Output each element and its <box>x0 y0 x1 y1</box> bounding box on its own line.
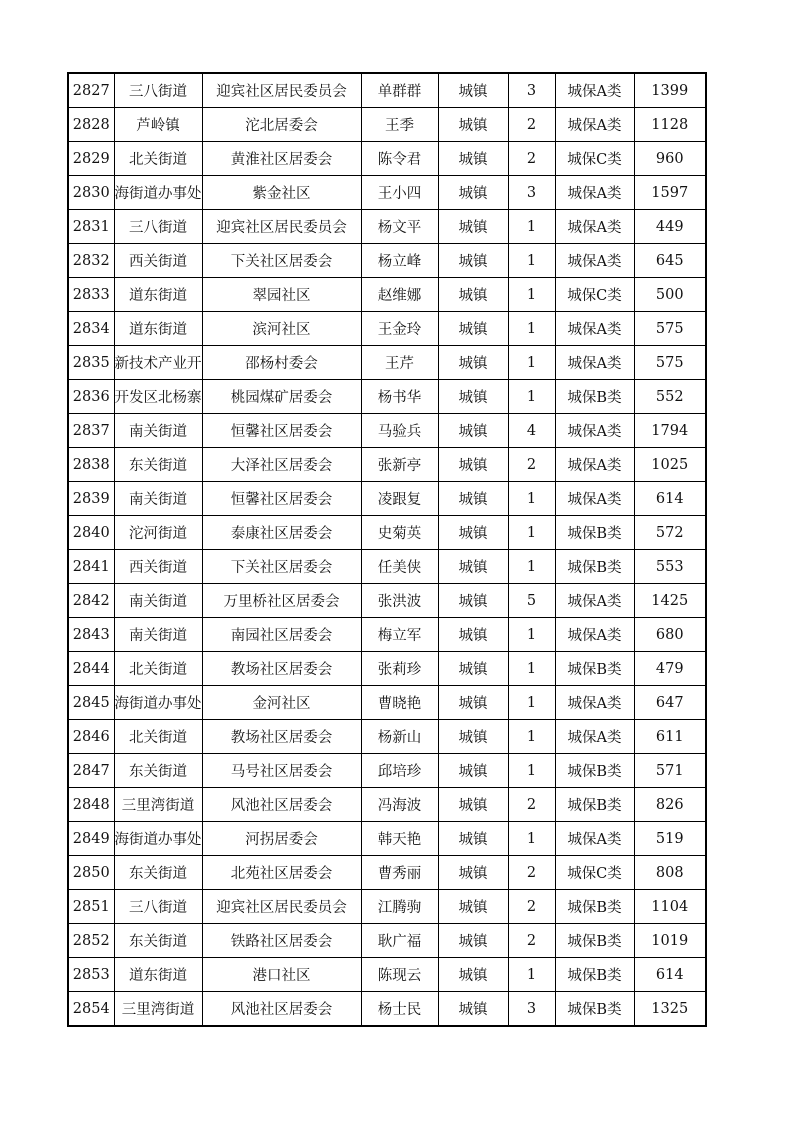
street-text: 南关街道 <box>129 594 187 610</box>
table-row <box>68 652 706 686</box>
cell-persons: 2 <box>508 142 555 176</box>
cell-index: 2830 <box>68 176 114 210</box>
cell-name: 陈令君 <box>361 142 438 176</box>
street-text: 芦岭镇 <box>136 118 180 134</box>
table-row <box>68 73 706 108</box>
cell-category: 城保A类 <box>555 822 634 856</box>
cell-amount: 1425 <box>634 584 706 618</box>
table-row <box>68 958 706 992</box>
cell-household-type: 城镇 <box>438 652 508 686</box>
cell-name: 王小四 <box>361 176 438 210</box>
street-text: 开发区北杨寨 <box>114 390 202 406</box>
cell-community: 滨河社区 <box>202 312 361 346</box>
cell-name: 邱培珍 <box>361 754 438 788</box>
cell-index: 2827 <box>68 73 114 108</box>
cell-household-type: 城镇 <box>438 992 508 1027</box>
cell-community: 港口社区 <box>202 958 361 992</box>
cell-persons: 2 <box>508 448 555 482</box>
table-row <box>68 992 706 1027</box>
cell-household-type: 城镇 <box>438 278 508 312</box>
cell-index: 2832 <box>68 244 114 278</box>
table-row <box>68 584 706 618</box>
cell-street <box>114 618 202 652</box>
cell-amount: 1019 <box>634 924 706 958</box>
cell-amount: 449 <box>634 210 706 244</box>
cell-name: 凌跟复 <box>361 482 438 516</box>
cell-amount: 575 <box>634 312 706 346</box>
cell-amount: 808 <box>634 856 706 890</box>
table-row <box>68 108 706 142</box>
cell-amount: 1325 <box>634 992 706 1027</box>
cell-street <box>114 924 202 958</box>
cell-household-type: 城镇 <box>438 244 508 278</box>
cell-index: 2854 <box>68 992 114 1027</box>
cell-name: 王金玲 <box>361 312 438 346</box>
cell-community: 紫金社区 <box>202 176 361 210</box>
cell-street <box>114 890 202 924</box>
cell-household-type: 城镇 <box>438 210 508 244</box>
cell-index: 2848 <box>68 788 114 822</box>
cell-household-type: 城镇 <box>438 448 508 482</box>
cell-category: 城保A类 <box>555 210 634 244</box>
cell-amount: 1597 <box>634 176 706 210</box>
cell-household-type: 城镇 <box>438 618 508 652</box>
cell-community: 万里桥社区居委会 <box>202 584 361 618</box>
table-row <box>68 210 706 244</box>
cell-name: 张新亭 <box>361 448 438 482</box>
cell-amount: 519 <box>634 822 706 856</box>
cell-street <box>114 992 202 1027</box>
cell-amount: 1399 <box>634 73 706 108</box>
cell-index: 2842 <box>68 584 114 618</box>
cell-name: 任美侠 <box>361 550 438 584</box>
street-text: 东关街道 <box>129 934 187 950</box>
cell-persons: 1 <box>508 652 555 686</box>
cell-persons: 1 <box>508 482 555 516</box>
cell-amount: 680 <box>634 618 706 652</box>
cell-index: 2829 <box>68 142 114 176</box>
cell-community: 沱北居委会 <box>202 108 361 142</box>
cell-index: 2836 <box>68 380 114 414</box>
street-text: 道东街道 <box>129 322 187 338</box>
cell-amount: 614 <box>634 958 706 992</box>
cell-persons: 1 <box>508 550 555 584</box>
cell-index: 2834 <box>68 312 114 346</box>
cell-name: 王芹 <box>361 346 438 380</box>
cell-amount: 571 <box>634 754 706 788</box>
cell-street <box>114 482 202 516</box>
table-row <box>68 516 706 550</box>
table-row <box>68 482 706 516</box>
cell-community: 教场社区居委会 <box>202 720 361 754</box>
cell-persons: 1 <box>508 516 555 550</box>
table-row <box>68 856 706 890</box>
cell-street <box>114 380 202 414</box>
cell-community: 桃园煤矿居委会 <box>202 380 361 414</box>
cell-index: 2833 <box>68 278 114 312</box>
cell-category: 城保B类 <box>555 788 634 822</box>
cell-amount: 1794 <box>634 414 706 448</box>
cell-category: 城保A类 <box>555 414 634 448</box>
cell-category: 城保B类 <box>555 516 634 550</box>
table-row <box>68 278 706 312</box>
cell-street <box>114 958 202 992</box>
cell-category: 城保C类 <box>555 142 634 176</box>
cell-amount: 500 <box>634 278 706 312</box>
cell-community: 下关社区居委会 <box>202 550 361 584</box>
street-text: 三八街道 <box>129 84 187 100</box>
cell-household-type: 城镇 <box>438 346 508 380</box>
cell-persons: 2 <box>508 924 555 958</box>
cell-name: 赵维娜 <box>361 278 438 312</box>
table-row <box>68 686 706 720</box>
table-row <box>68 754 706 788</box>
cell-category: 城保B类 <box>555 652 634 686</box>
cell-community: 大泽社区居委会 <box>202 448 361 482</box>
cell-index: 2849 <box>68 822 114 856</box>
cell-index: 2835 <box>68 346 114 380</box>
cell-street <box>114 73 202 108</box>
cell-category: 城保C类 <box>555 278 634 312</box>
table-row <box>68 414 706 448</box>
cell-persons: 3 <box>508 176 555 210</box>
street-text: 海街道办事处 <box>114 832 202 848</box>
cell-index: 2843 <box>68 618 114 652</box>
cell-street <box>114 142 202 176</box>
cell-household-type: 城镇 <box>438 890 508 924</box>
cell-index: 2851 <box>68 890 114 924</box>
table-row <box>68 346 706 380</box>
cell-persons: 2 <box>508 890 555 924</box>
cell-category: 城保C类 <box>555 856 634 890</box>
cell-category: 城保A类 <box>555 244 634 278</box>
cell-index: 2853 <box>68 958 114 992</box>
cell-name: 马验兵 <box>361 414 438 448</box>
table-row <box>68 618 706 652</box>
cell-category: 城保B类 <box>555 924 634 958</box>
cell-name: 单群群 <box>361 73 438 108</box>
cell-category: 城保A类 <box>555 618 634 652</box>
cell-street <box>114 346 202 380</box>
cell-amount: 647 <box>634 686 706 720</box>
cell-street <box>114 720 202 754</box>
cell-community: 南园社区居委会 <box>202 618 361 652</box>
cell-name: 杨文平 <box>361 210 438 244</box>
street-text: 南关街道 <box>129 492 187 508</box>
table-row <box>68 244 706 278</box>
cell-index: 2844 <box>68 652 114 686</box>
cell-community: 风池社区居委会 <box>202 992 361 1027</box>
cell-category: 城保A类 <box>555 73 634 108</box>
cell-name: 冯海波 <box>361 788 438 822</box>
cell-category: 城保A类 <box>555 346 634 380</box>
cell-community: 迎宾社区居民委员会 <box>202 73 361 108</box>
table-row <box>68 176 706 210</box>
cell-amount: 614 <box>634 482 706 516</box>
cell-category: 城保A类 <box>555 584 634 618</box>
cell-persons: 1 <box>508 618 555 652</box>
cell-street <box>114 584 202 618</box>
street-text: 西关街道 <box>129 560 187 576</box>
cell-persons: 1 <box>508 958 555 992</box>
cell-persons: 1 <box>508 312 555 346</box>
cell-name: 耿广福 <box>361 924 438 958</box>
cell-name: 张莉珍 <box>361 652 438 686</box>
street-text: 三八街道 <box>129 220 187 236</box>
street-text: 南关街道 <box>129 424 187 440</box>
street-text: 道东街道 <box>129 288 187 304</box>
cell-category: 城保B类 <box>555 380 634 414</box>
cell-household-type: 城镇 <box>438 924 508 958</box>
cell-household-type: 城镇 <box>438 584 508 618</box>
cell-community: 恒馨社区居委会 <box>202 414 361 448</box>
cell-category: 城保B类 <box>555 754 634 788</box>
cell-household-type: 城镇 <box>438 822 508 856</box>
cell-category: 城保A类 <box>555 482 634 516</box>
cell-persons: 5 <box>508 584 555 618</box>
cell-household-type: 城镇 <box>438 142 508 176</box>
cell-amount: 1025 <box>634 448 706 482</box>
table-row <box>68 822 706 856</box>
cell-household-type: 城镇 <box>438 73 508 108</box>
cell-community: 迎宾社区居民委员会 <box>202 210 361 244</box>
cell-name: 韩天艳 <box>361 822 438 856</box>
cell-persons: 1 <box>508 244 555 278</box>
cell-persons: 4 <box>508 414 555 448</box>
cell-category: 城保B类 <box>555 958 634 992</box>
table-row <box>68 448 706 482</box>
table-row <box>68 720 706 754</box>
street-text: 东关街道 <box>129 764 187 780</box>
table-row <box>68 788 706 822</box>
cell-community: 北苑社区居委会 <box>202 856 361 890</box>
street-text: 北关街道 <box>129 662 187 678</box>
street-text: 东关街道 <box>129 866 187 882</box>
cell-name: 曹秀丽 <box>361 856 438 890</box>
cell-persons: 3 <box>508 73 555 108</box>
cell-street <box>114 686 202 720</box>
cell-category: 城保A类 <box>555 448 634 482</box>
table-row <box>68 380 706 414</box>
cell-name: 杨立峰 <box>361 244 438 278</box>
cell-index: 2839 <box>68 482 114 516</box>
cell-community: 河拐居委会 <box>202 822 361 856</box>
cell-index: 2852 <box>68 924 114 958</box>
cell-household-type: 城镇 <box>438 380 508 414</box>
cell-community: 邵杨村委会 <box>202 346 361 380</box>
cell-amount: 572 <box>634 516 706 550</box>
table-row <box>68 890 706 924</box>
cell-category: 城保A类 <box>555 176 634 210</box>
cell-category: 城保A类 <box>555 312 634 346</box>
cell-street <box>114 550 202 584</box>
cell-name: 杨新山 <box>361 720 438 754</box>
cell-amount: 552 <box>634 380 706 414</box>
cell-name: 陈现云 <box>361 958 438 992</box>
cell-persons: 1 <box>508 720 555 754</box>
cell-street <box>114 652 202 686</box>
cell-household-type: 城镇 <box>438 856 508 890</box>
cell-amount: 553 <box>634 550 706 584</box>
cell-community: 黄淮社区居委会 <box>202 142 361 176</box>
cell-persons: 1 <box>508 380 555 414</box>
cell-name: 杨书华 <box>361 380 438 414</box>
cell-household-type: 城镇 <box>438 720 508 754</box>
cell-street <box>114 788 202 822</box>
cell-persons: 2 <box>508 788 555 822</box>
cell-household-type: 城镇 <box>438 414 508 448</box>
cell-name: 张洪波 <box>361 584 438 618</box>
cell-amount: 575 <box>634 346 706 380</box>
cell-household-type: 城镇 <box>438 176 508 210</box>
cell-index: 2845 <box>68 686 114 720</box>
cell-community: 马号社区居委会 <box>202 754 361 788</box>
cell-category: 城保B类 <box>555 992 634 1027</box>
cell-persons: 1 <box>508 210 555 244</box>
cell-street <box>114 822 202 856</box>
cell-name: 梅立军 <box>361 618 438 652</box>
cell-amount: 1128 <box>634 108 706 142</box>
cell-index: 2837 <box>68 414 114 448</box>
street-text: 西关街道 <box>129 254 187 270</box>
cell-persons: 1 <box>508 346 555 380</box>
cell-amount: 479 <box>634 652 706 686</box>
cell-community: 铁路社区居委会 <box>202 924 361 958</box>
cell-category: 城保A类 <box>555 686 634 720</box>
cell-street <box>114 516 202 550</box>
cell-community: 泰康社区居委会 <box>202 516 361 550</box>
street-text: 三里湾街道 <box>121 1002 195 1018</box>
cell-street <box>114 210 202 244</box>
street-text: 北关街道 <box>129 730 187 746</box>
street-text: 三八街道 <box>129 900 187 916</box>
cell-household-type: 城镇 <box>438 686 508 720</box>
cell-household-type: 城镇 <box>438 754 508 788</box>
table-row <box>68 312 706 346</box>
cell-household-type: 城镇 <box>438 482 508 516</box>
cell-index: 2850 <box>68 856 114 890</box>
cell-amount: 826 <box>634 788 706 822</box>
street-text: 南关街道 <box>129 628 187 644</box>
cell-community: 迎宾社区居民委员会 <box>202 890 361 924</box>
cell-name: 曹晓艳 <box>361 686 438 720</box>
cell-name: 杨士民 <box>361 992 438 1027</box>
street-text: 海街道办事处 <box>114 696 202 712</box>
street-text: 东关街道 <box>129 458 187 474</box>
street-text: 三里湾街道 <box>121 798 195 814</box>
cell-street <box>114 244 202 278</box>
cell-community: 教场社区居委会 <box>202 652 361 686</box>
cell-street <box>114 448 202 482</box>
cell-street <box>114 312 202 346</box>
cell-street <box>114 108 202 142</box>
cell-household-type: 城镇 <box>438 550 508 584</box>
cell-household-type: 城镇 <box>438 516 508 550</box>
street-text: 海街道办事处 <box>114 186 202 202</box>
cell-category: 城保A类 <box>555 108 634 142</box>
cell-amount: 645 <box>634 244 706 278</box>
cell-street <box>114 754 202 788</box>
cell-persons: 1 <box>508 754 555 788</box>
cell-community: 金河社区 <box>202 686 361 720</box>
cell-community: 恒馨社区居委会 <box>202 482 361 516</box>
cell-persons: 3 <box>508 992 555 1027</box>
cell-persons: 1 <box>508 686 555 720</box>
cell-index: 2838 <box>68 448 114 482</box>
table-row <box>68 142 706 176</box>
cell-index: 2847 <box>68 754 114 788</box>
cell-household-type: 城镇 <box>438 312 508 346</box>
table-row <box>68 550 706 584</box>
cell-category: 城保B类 <box>555 550 634 584</box>
cell-index: 2840 <box>68 516 114 550</box>
street-text: 新技术产业开 <box>114 356 202 372</box>
cell-household-type: 城镇 <box>438 958 508 992</box>
cell-persons: 1 <box>508 278 555 312</box>
cell-street <box>114 278 202 312</box>
cell-household-type: 城镇 <box>438 108 508 142</box>
cell-persons: 2 <box>508 856 555 890</box>
cell-community: 翠园社区 <box>202 278 361 312</box>
cell-name: 江腾驹 <box>361 890 438 924</box>
cell-index: 2828 <box>68 108 114 142</box>
cell-street <box>114 176 202 210</box>
cell-amount: 1104 <box>634 890 706 924</box>
street-text: 沱河街道 <box>129 526 187 542</box>
cell-street <box>114 414 202 448</box>
cell-persons: 2 <box>508 108 555 142</box>
cell-index: 2846 <box>68 720 114 754</box>
cell-name: 王季 <box>361 108 438 142</box>
street-text: 北关街道 <box>129 152 187 168</box>
cell-amount: 611 <box>634 720 706 754</box>
cell-category: 城保B类 <box>555 890 634 924</box>
cell-index: 2841 <box>68 550 114 584</box>
cell-index: 2831 <box>68 210 114 244</box>
table-body <box>68 73 706 1026</box>
cell-persons: 1 <box>508 822 555 856</box>
cell-category: 城保A类 <box>555 720 634 754</box>
cell-name: 史菊英 <box>361 516 438 550</box>
cell-household-type: 城镇 <box>438 788 508 822</box>
cell-street <box>114 856 202 890</box>
cell-amount: 960 <box>634 142 706 176</box>
records-table <box>67 72 707 1027</box>
cell-community: 下关社区居委会 <box>202 244 361 278</box>
cell-community: 风池社区居委会 <box>202 788 361 822</box>
street-text: 道东街道 <box>129 968 187 984</box>
table-row <box>68 924 706 958</box>
